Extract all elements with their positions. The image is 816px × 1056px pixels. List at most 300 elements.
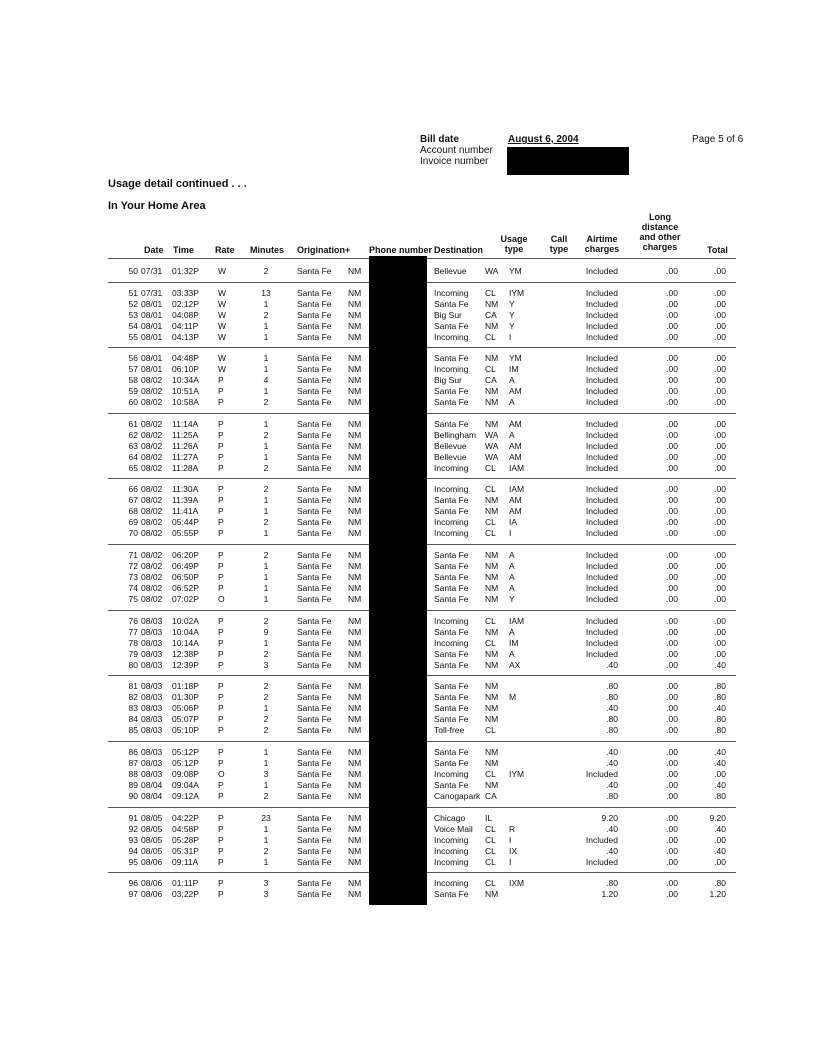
airtime-charges: Included — [585, 363, 618, 374]
minutes: 1 — [263, 419, 269, 429]
long-distance-charges: .00 — [666, 396, 678, 407]
destination-state: CL — [485, 516, 496, 527]
total: .00 — [714, 560, 726, 571]
long-distance-charges: .00 — [666, 331, 678, 342]
origination-city: Santa Fe — [297, 527, 332, 538]
time: 11:30A — [172, 484, 199, 494]
rate: W — [218, 266, 227, 276]
col-usage-type-line2: type — [504, 244, 524, 254]
date: 08/02 — [141, 593, 163, 604]
destination-state: NM — [485, 385, 499, 396]
minutes: 1 — [263, 593, 269, 604]
time: 03:22P — [172, 888, 199, 899]
long-distance-charges: .00 — [666, 768, 678, 779]
origination-city: Santa Fe — [297, 363, 332, 374]
rate: W — [218, 331, 227, 342]
row-number: 59 — [128, 385, 138, 396]
origination-state: NM — [348, 494, 362, 505]
rate: W — [218, 309, 227, 320]
origination-city: Santa Fe — [297, 616, 332, 626]
origination-state: NM — [348, 790, 362, 801]
origination-state: NM — [348, 834, 362, 845]
minutes: 2 — [263, 616, 269, 626]
total: .00 — [714, 582, 726, 593]
destination-city: Incoming — [434, 331, 469, 342]
destination-city: Incoming — [434, 616, 469, 626]
destination-city: Big Sur — [434, 374, 462, 385]
total: .40 — [714, 779, 726, 790]
airtime-charges: Included — [585, 419, 618, 429]
origination-city: Santa Fe — [297, 550, 332, 560]
destination-city: Santa Fe — [434, 320, 469, 331]
minutes: 2 — [263, 648, 269, 659]
destination-state: CL — [485, 834, 496, 845]
total: 9.20 — [709, 813, 726, 823]
time: 09:11A — [172, 856, 199, 867]
minutes: 2 — [263, 713, 269, 724]
date: 07/31 — [141, 288, 163, 298]
destination-city: Incoming — [434, 834, 469, 845]
destination-state: NM — [485, 747, 499, 757]
origination-state: NM — [348, 353, 362, 363]
origination-state: NM — [348, 429, 362, 440]
long-distance-charges: .00 — [666, 593, 678, 604]
usage-type: A — [509, 560, 515, 571]
long-distance-charges: .00 — [666, 429, 678, 440]
destination-city: Bellevue — [434, 266, 467, 276]
destination-city: Santa Fe — [434, 648, 469, 659]
origination-state: NM — [348, 560, 362, 571]
time: 06:49P — [172, 560, 199, 571]
origination-city: Santa Fe — [297, 385, 332, 396]
long-distance-charges: .00 — [666, 484, 678, 494]
destination-state: CL — [485, 288, 496, 298]
airtime-charges: .80 — [606, 724, 618, 735]
usage-type: M — [509, 691, 517, 702]
total: .00 — [714, 266, 726, 276]
time: 10:14A — [172, 637, 199, 648]
destination-city: Santa Fe — [434, 298, 469, 309]
row-number: 87 — [128, 757, 138, 768]
long-distance-charges: .00 — [666, 571, 678, 582]
long-distance-charges: .00 — [666, 823, 678, 834]
airtime-charges: .40 — [606, 757, 618, 768]
total: .00 — [714, 331, 726, 342]
usage-type: R — [509, 823, 516, 834]
origination-city: Santa Fe — [297, 516, 332, 527]
date: 08/02 — [141, 494, 163, 505]
row-number: 84 — [128, 713, 138, 724]
row-number: 80 — [128, 659, 138, 670]
origination-state: NM — [348, 550, 362, 560]
airtime-charges: .80 — [606, 790, 618, 801]
airtime-charges: .40 — [606, 845, 618, 856]
date: 08/02 — [141, 571, 163, 582]
destination-city: Incoming — [434, 484, 469, 494]
destination-city: Bellevue — [434, 440, 467, 451]
airtime-charges: Included — [585, 331, 618, 342]
origination-state: NM — [348, 823, 362, 834]
destination-state: NM — [485, 396, 499, 407]
origination-city: Santa Fe — [297, 266, 332, 276]
origination-state: NM — [348, 571, 362, 582]
airtime-charges: Included — [585, 484, 618, 494]
long-distance-charges: .00 — [666, 462, 678, 473]
destination-state: CL — [485, 616, 496, 626]
time: 06:10P — [172, 363, 199, 374]
origination-city: Santa Fe — [297, 462, 332, 473]
total: .00 — [714, 320, 726, 331]
long-distance-charges: .00 — [666, 713, 678, 724]
destination-state: NM — [485, 648, 499, 659]
date: 08/03 — [141, 724, 163, 735]
minutes: 1 — [263, 331, 269, 342]
date: 08/04 — [141, 779, 163, 790]
destination-city: Santa Fe — [434, 385, 469, 396]
origination-state: NM — [348, 747, 362, 757]
origination-state: NM — [348, 878, 362, 888]
origination-state: NM — [348, 757, 362, 768]
airtime-charges: Included — [585, 856, 618, 867]
date: 08/02 — [141, 419, 163, 429]
long-distance-charges: .00 — [666, 779, 678, 790]
date: 08/06 — [141, 878, 163, 888]
origination-city: Santa Fe — [297, 484, 332, 494]
destination-state: WA — [485, 451, 499, 462]
minutes: 3 — [263, 888, 269, 899]
destination-city: Bellevue — [434, 451, 467, 462]
date: 08/02 — [141, 451, 163, 462]
col-usage-type-line1: Usage — [500, 234, 528, 244]
account-number-label: Account number — [420, 145, 493, 156]
total: .00 — [714, 505, 726, 516]
long-distance-charges: .00 — [666, 813, 678, 823]
minutes: 2 — [263, 484, 269, 494]
long-distance-charges: .00 — [666, 834, 678, 845]
time: 12:38P — [172, 648, 199, 659]
usage-type: I — [509, 527, 512, 538]
date: 08/01 — [141, 353, 163, 363]
destination-city: Incoming — [434, 856, 469, 867]
rate: W — [218, 298, 227, 309]
destination-state: CL — [485, 363, 496, 374]
origination-city: Santa Fe — [297, 747, 332, 757]
origination-city: Santa Fe — [297, 309, 332, 320]
origination-city: Santa Fe — [297, 419, 332, 429]
origination-state: NM — [348, 713, 362, 724]
date: 08/02 — [141, 396, 163, 407]
origination-city: Santa Fe — [297, 440, 332, 451]
destination-city: Santa Fe — [434, 505, 469, 516]
origination-city: Santa Fe — [297, 505, 332, 516]
origination-city: Santa Fe — [297, 823, 332, 834]
row-number: 66 — [128, 484, 138, 494]
destination-state: NM — [485, 550, 499, 560]
time: 06:52P — [172, 582, 199, 593]
destination-state: NM — [485, 320, 499, 331]
row-number: 83 — [128, 702, 138, 713]
origination-state: NM — [348, 331, 362, 342]
origination-city: Santa Fe — [297, 757, 332, 768]
total: .80 — [714, 681, 726, 691]
usage-type: IAM — [509, 462, 525, 473]
usage-type: A — [509, 582, 515, 593]
airtime-charges: .40 — [606, 659, 618, 670]
minutes: 1 — [263, 353, 269, 363]
airtime-charges: .40 — [606, 702, 618, 713]
destination-city: Santa Fe — [434, 419, 469, 429]
origination-city: Santa Fe — [297, 582, 332, 593]
total: .00 — [714, 353, 726, 363]
airtime-charges: Included — [585, 550, 618, 560]
origination-state: NM — [348, 451, 362, 462]
rate: P — [218, 527, 224, 538]
origination-state: NM — [348, 856, 362, 867]
origination-state: NM — [348, 309, 362, 320]
origination-city: Santa Fe — [297, 288, 332, 298]
date: 08/01 — [141, 363, 163, 374]
destination-city: Toll-free — [434, 724, 465, 735]
row-number: 90 — [128, 790, 138, 801]
col-ld-line2: distance — [641, 222, 679, 232]
origination-state: NM — [348, 505, 362, 516]
airtime-charges: Included — [585, 593, 618, 604]
origination-state: NM — [348, 440, 362, 451]
col-airtime-line1: Airtime — [586, 234, 618, 244]
minutes: 1 — [263, 451, 269, 462]
row-number: 92 — [128, 823, 138, 834]
origination-city: Santa Fe — [297, 779, 332, 790]
minutes: 2 — [263, 845, 269, 856]
date: 08/01 — [141, 320, 163, 331]
date: 08/02 — [141, 385, 163, 396]
origination-state: NM — [348, 385, 362, 396]
long-distance-charges: .00 — [666, 747, 678, 757]
minutes: 2 — [263, 681, 269, 691]
date: 08/03 — [141, 648, 163, 659]
origination-city: Santa Fe — [297, 396, 332, 407]
minutes: 2 — [263, 429, 269, 440]
total: .80 — [714, 878, 726, 888]
origination-state: NM — [348, 593, 362, 604]
airtime-charges: Included — [585, 298, 618, 309]
col-call-type-line1: Call — [550, 234, 568, 244]
rate: P — [218, 878, 224, 888]
origination-state: NM — [348, 363, 362, 374]
total: .80 — [714, 724, 726, 735]
row-number: 86 — [128, 747, 138, 757]
total: .00 — [714, 309, 726, 320]
origination-state: NM — [348, 681, 362, 691]
origination-city: Santa Fe — [297, 626, 332, 637]
time: 01:30P — [172, 691, 199, 702]
usage-type: Y — [509, 593, 515, 604]
usage-type: I — [509, 856, 512, 867]
time: 07:02P — [172, 593, 199, 604]
date: 08/01 — [141, 298, 163, 309]
origination-city: Santa Fe — [297, 834, 332, 845]
airtime-charges: Included — [585, 648, 618, 659]
row-number: 76 — [128, 616, 138, 626]
long-distance-charges: .00 — [666, 691, 678, 702]
long-distance-charges: .00 — [666, 626, 678, 637]
rate: P — [218, 616, 224, 626]
total: .00 — [714, 484, 726, 494]
long-distance-charges: .00 — [666, 298, 678, 309]
col-origination: Origination+ — [297, 245, 351, 255]
destination-city: Incoming — [434, 637, 469, 648]
time: 04:48P — [172, 353, 199, 363]
destination-city: Santa Fe — [434, 691, 469, 702]
time: 04:11P — [172, 320, 199, 331]
total: .00 — [714, 516, 726, 527]
time: 06:50P — [172, 571, 199, 582]
airtime-charges: Included — [585, 516, 618, 527]
minutes: 1 — [263, 385, 269, 396]
long-distance-charges: .00 — [666, 363, 678, 374]
row-number: 97 — [128, 888, 138, 899]
long-distance-charges: .00 — [666, 616, 678, 626]
origination-state: NM — [348, 724, 362, 735]
row-number: 79 — [128, 648, 138, 659]
origination-city: Santa Fe — [297, 702, 332, 713]
destination-state: NM — [485, 659, 499, 670]
minutes: 1 — [263, 298, 269, 309]
origination-city: Santa Fe — [297, 451, 332, 462]
usage-type: IM — [509, 637, 519, 648]
time: 11:41A — [172, 505, 199, 516]
minutes: 1 — [263, 747, 269, 757]
usage-type: Y — [509, 309, 515, 320]
rate: P — [218, 888, 224, 899]
origination-city: Santa Fe — [297, 429, 332, 440]
invoice-number-label: Invoice number — [420, 156, 489, 167]
destination-state: IL — [485, 813, 493, 823]
destination-state: NM — [485, 626, 499, 637]
origination-state: NM — [348, 484, 362, 494]
minutes: 2 — [263, 516, 269, 527]
destination-city: Santa Fe — [434, 494, 469, 505]
time: 05:28P — [172, 834, 199, 845]
long-distance-charges: .00 — [666, 845, 678, 856]
minutes: 1 — [263, 757, 269, 768]
origination-state: NM — [348, 298, 362, 309]
rate: P — [218, 681, 224, 691]
destination-city: Santa Fe — [434, 560, 469, 571]
time: 05:12P — [172, 747, 199, 757]
airtime-charges: Included — [585, 396, 618, 407]
row-number: 58 — [128, 374, 138, 385]
rate: W — [218, 363, 227, 374]
airtime-charges: Included — [585, 616, 618, 626]
destination-city: Santa Fe — [434, 582, 469, 593]
minutes: 1 — [263, 560, 269, 571]
time: 09:08P — [172, 768, 199, 779]
date: 08/05 — [141, 823, 163, 834]
rate: P — [218, 429, 224, 440]
total: .40 — [714, 747, 726, 757]
date: 08/02 — [141, 560, 163, 571]
usage-type: AM — [509, 494, 522, 505]
airtime-charges: .40 — [606, 823, 618, 834]
airtime-charges: Included — [585, 527, 618, 538]
total: .00 — [714, 768, 726, 779]
total: .00 — [714, 593, 726, 604]
origination-state: NM — [348, 396, 362, 407]
time: 05:10P — [172, 724, 199, 735]
rate: P — [218, 396, 224, 407]
usage-type: IAM — [509, 484, 525, 494]
row-number: 82 — [128, 691, 138, 702]
row-number: 94 — [128, 845, 138, 856]
long-distance-charges: .00 — [666, 419, 678, 429]
origination-state: NM — [348, 888, 362, 899]
destination-state: CA — [485, 374, 497, 385]
date: 08/03 — [141, 637, 163, 648]
rate: O — [218, 768, 225, 779]
long-distance-charges: .00 — [666, 888, 678, 899]
origination-state: NM — [348, 266, 362, 276]
col-ld-line3: and other — [639, 232, 681, 242]
long-distance-charges: .00 — [666, 266, 678, 276]
row-number: 81 — [128, 681, 138, 691]
usage-type: AX — [509, 659, 521, 670]
row-number: 61 — [128, 419, 138, 429]
time: 04:22P — [172, 813, 199, 823]
row-number: 91 — [128, 813, 138, 823]
row-number: 77 — [128, 626, 138, 637]
rate: P — [218, 505, 224, 516]
minutes: 3 — [263, 878, 269, 888]
minutes: 1 — [263, 582, 269, 593]
col-destination: Destination — [434, 245, 484, 255]
airtime-charges: 1.20 — [601, 888, 618, 899]
date: 08/03 — [141, 659, 163, 670]
long-distance-charges: .00 — [666, 637, 678, 648]
usage-detail-title: Usage detail continued . . . — [108, 178, 247, 190]
date: 08/02 — [141, 582, 163, 593]
destination-state: NM — [485, 888, 499, 899]
long-distance-charges: .00 — [666, 385, 678, 396]
rate: P — [218, 451, 224, 462]
airtime-charges: .80 — [606, 691, 618, 702]
origination-state: NM — [348, 637, 362, 648]
long-distance-charges: .00 — [666, 527, 678, 538]
home-area-title: In Your Home Area — [108, 200, 206, 212]
total: .40 — [714, 702, 726, 713]
destination-state: NM — [485, 713, 499, 724]
row-number: 85 — [128, 724, 138, 735]
rate: P — [218, 713, 224, 724]
destination-city: Santa Fe — [434, 571, 469, 582]
time: 12:39P — [172, 659, 199, 670]
destination-city: Canogapark — [434, 790, 481, 801]
destination-city: Incoming — [434, 768, 469, 779]
origination-state: NM — [348, 626, 362, 637]
destination-state: NM — [485, 681, 499, 691]
total: .00 — [714, 462, 726, 473]
airtime-charges: Included — [585, 429, 618, 440]
long-distance-charges: .00 — [666, 790, 678, 801]
usage-type: AM — [509, 419, 522, 429]
time: 09:04A — [172, 779, 199, 790]
date: 08/02 — [141, 484, 163, 494]
total: .00 — [714, 429, 726, 440]
total: 1.20 — [709, 888, 726, 899]
col-rate: Rate — [215, 245, 235, 255]
bill-date-value: August 6, 2004 — [508, 134, 579, 145]
rate: O — [218, 593, 225, 604]
